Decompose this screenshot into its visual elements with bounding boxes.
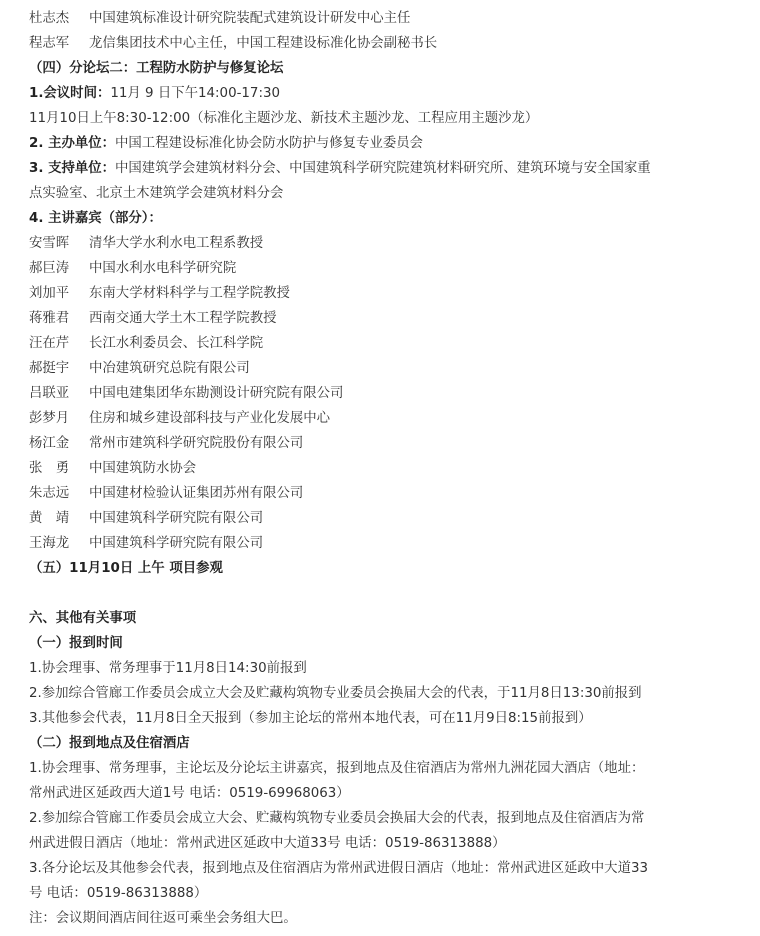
host-value: 中国工程建设标准化协会防水防护与修复专业委员会 — [115, 136, 424, 151]
person-line — [29, 6, 730, 31]
speaker-name: 黄 靖 — [29, 511, 70, 526]
speaker-name: 彭梦月 — [29, 411, 70, 426]
speakers-heading: 4. 主讲嘉宾（部分）： — [29, 211, 162, 226]
speaker-name: 郝挺宇 — [29, 361, 70, 376]
speaker-line — [29, 381, 730, 406]
speaker-name: 蒋雅君 — [29, 311, 70, 326]
speaker-line — [29, 356, 730, 381]
section6-heading: 六、其他有关事项 — [29, 611, 137, 626]
speaker-line — [29, 506, 730, 531]
speaker-line — [29, 306, 730, 331]
speaker-org: 中国建材检验认证集团苏州有限公司 — [89, 486, 304, 501]
speaker-org: 中国建筑防水协会 — [89, 461, 197, 476]
speaker-line — [29, 406, 730, 431]
speaker-org: 东南大学材料科学与工程学院教授 — [89, 286, 290, 301]
note-line: 注：会议期间酒店间往返可乘坐会务组大巴。 — [29, 911, 297, 926]
speaker-line — [29, 281, 730, 306]
support-line — [29, 156, 730, 181]
speaker-org: 中国建筑科学研究院有限公司 — [89, 511, 264, 526]
speaker-line — [29, 431, 730, 456]
person-line — [29, 31, 730, 56]
speaker-org: 中冶建筑研究总院有限公司 — [89, 361, 250, 376]
person-name: 程志军 — [29, 36, 70, 51]
speaker-name: 杨江金 — [29, 436, 70, 451]
speaker-line — [29, 531, 730, 556]
host-label: 2. 主办单位： — [29, 136, 116, 151]
speaker-org: 常州市建筑科学研究院股份有限公司 — [89, 436, 304, 451]
reg-place-line: 号 电话：0519-86313888） — [29, 886, 208, 901]
speaker-line — [29, 481, 730, 506]
speaker-org: 中国电建集团华东勘测设计研究院有限公司 — [89, 386, 344, 401]
reg-place-line: 常州武进区延政西大道1号 电话：0519-69968063） — [29, 786, 350, 801]
speaker-name: 吕联亚 — [29, 386, 70, 401]
meeting-time-value: 11月 9 日下午14:00-17:30 — [110, 86, 281, 101]
speaker-name: 安雪晖 — [29, 236, 70, 251]
meeting-time-label: 1.会议时间： — [29, 86, 111, 101]
speaker-line — [29, 256, 730, 281]
host-line — [29, 131, 730, 156]
speaker-line — [29, 331, 730, 356]
reg-place-line: 2.参加综合管廊工作委员会成立大会、贮藏构筑物专业委员会换届大会的代表，报到地点及住宿酒店为常 — [29, 811, 645, 826]
reg-time-item: 1.协会理事、常务理事于11月8日14:30前报到 — [29, 661, 307, 676]
speaker-line — [29, 231, 730, 256]
support-value: 中国建筑学会建筑材料分会、中国建筑科学研究院建筑材料研究所、建筑环境与安全国家重 — [115, 161, 651, 176]
reg-time-heading: （一）报到时间 — [29, 636, 123, 651]
reg-place-line: 1.协会理事、常务理事，主论坛及分论坛主讲嘉宾，报到地点及住宿酒店为常州九洲花园大酒店（地址： — [29, 761, 645, 776]
reg-place-line: 3.各分论坛及其他参会代表，报到地点及住宿酒店为常州武进假日酒店（地址：常州武进区延政中大道33 — [29, 861, 648, 876]
reg-place-line: 州武进假日酒店（地址：常州武进区延政中大道33号 电话：0519-86313888） — [29, 836, 506, 851]
speaker-name: 汪在芹 — [29, 336, 70, 351]
speaker-line — [29, 456, 730, 481]
speaker-org: 西南交通大学土木工程学院教授 — [89, 311, 277, 326]
reg-time-item: 3.其他参会代表，11月8日全天报到（参加主论坛的常州本地代表，可在11月9日8:15前报到） — [29, 711, 592, 726]
person-role: 中国建筑标准设计研究院装配式建筑设计研发中心主任 — [89, 11, 411, 26]
speaker-org: 住房和城乡建设部科技与产业化发展中心 — [89, 411, 331, 426]
person-role: 龙信集团技术中心主任，中国工程建设标准化协会副秘书长 — [89, 36, 438, 51]
meeting-time-line-2: 11月10日上午8:30-12:00（标准化主题沙龙、新技术主题沙龙、工程应用主题沙龙） — [29, 111, 539, 126]
forum2-heading: （四）分论坛二：工程防水防护与修复论坛 — [29, 61, 284, 76]
speaker-org: 长江水利委员会、长江科学院 — [89, 336, 264, 351]
speaker-org: 中国建筑科学研究院有限公司 — [89, 536, 264, 551]
reg-place-heading: （二）报到地点及住宿酒店 — [29, 736, 190, 751]
reg-time-item: 2.参加综合管廊工作委员会成立大会及贮藏构筑物专业委员会换届大会的代表，于11月8日13:30前报到 — [29, 686, 642, 701]
speaker-name: 张 勇 — [29, 461, 70, 476]
speaker-name: 王海龙 — [29, 536, 70, 551]
support-line-2: 点实验室、北京土木建筑学会建筑材料分会 — [29, 186, 284, 201]
support-label: 3. 支持单位： — [29, 161, 116, 176]
speaker-name: 郝巨涛 — [29, 261, 70, 276]
section5-heading: （五）11月10日 上午 项目参观 — [29, 561, 223, 576]
meeting-time-line — [29, 81, 730, 106]
speaker-name: 刘加平 — [29, 286, 70, 301]
speaker-name: 朱志远 — [29, 486, 70, 501]
speaker-org: 中国水利水电科学研究院 — [89, 261, 237, 276]
speaker-org: 清华大学水利水电工程系教授 — [89, 236, 264, 251]
person-name: 杜志杰 — [29, 11, 70, 26]
